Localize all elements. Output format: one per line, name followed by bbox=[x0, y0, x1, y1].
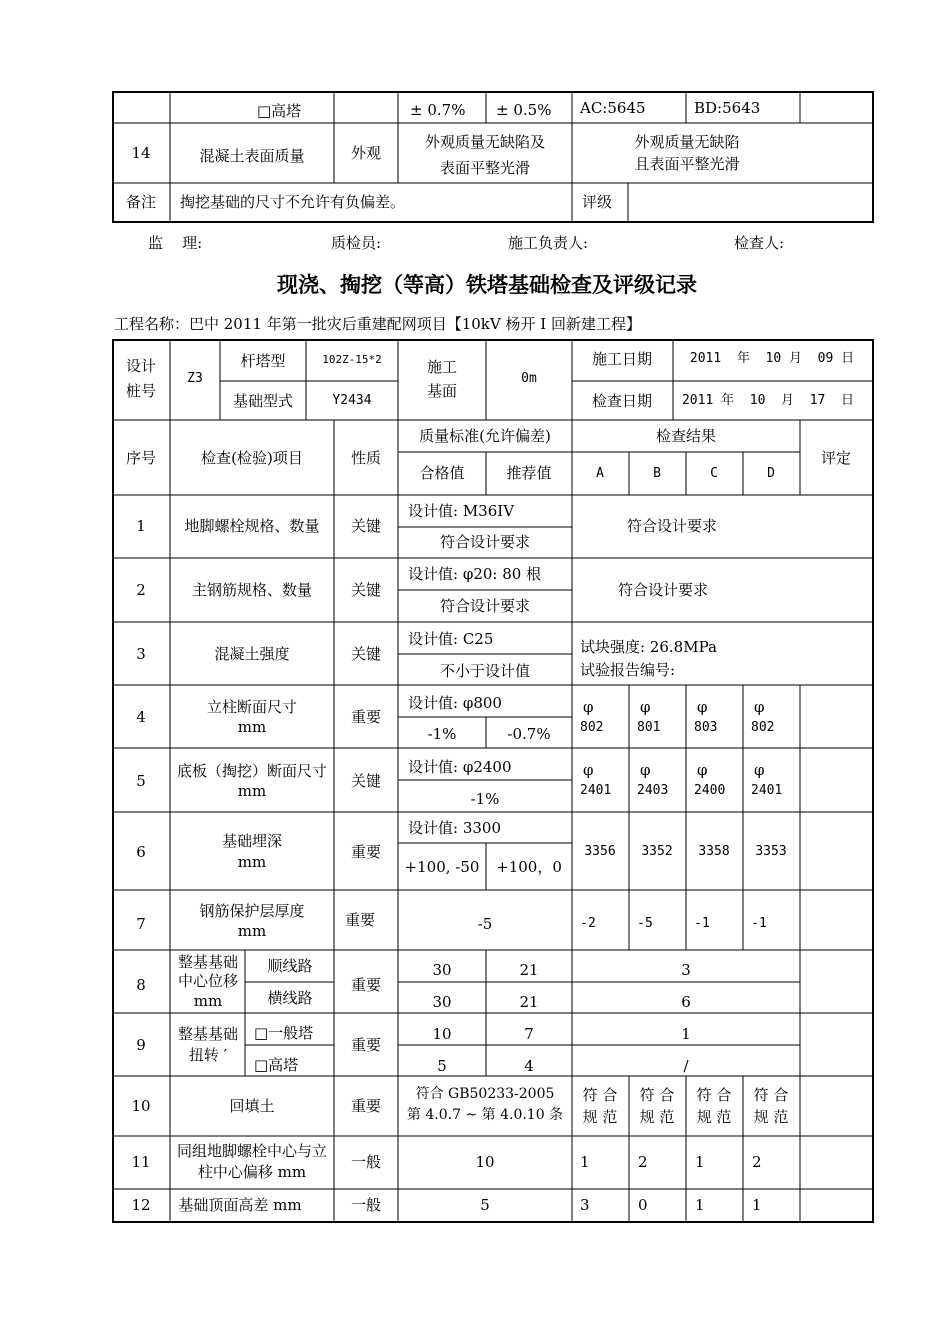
row-std: 5 bbox=[480, 1196, 490, 1214]
phi-symbol: φ bbox=[640, 698, 651, 716]
row-item: 基础埋深 bbox=[221, 832, 283, 850]
sub-along-line: 顺线路 bbox=[267, 957, 313, 975]
result-d: 符 合 bbox=[753, 1086, 789, 1104]
row-std: 符合设计要求 bbox=[439, 533, 531, 551]
row-std: -1% bbox=[470, 790, 500, 808]
phi-symbol: φ bbox=[640, 761, 651, 779]
row-design: 设计值: φ20: 80 根 bbox=[408, 565, 542, 583]
row-no: 1 bbox=[136, 517, 146, 535]
tower-high-label: □高塔 bbox=[257, 102, 302, 120]
row-prop: 一般 bbox=[350, 1196, 382, 1214]
row-design: 设计值: M36IV bbox=[408, 502, 515, 520]
row-no: 5 bbox=[136, 772, 146, 790]
row-prop: 一般 bbox=[350, 1153, 382, 1171]
result-b: 801 bbox=[637, 720, 661, 735]
row-item: 混凝土强度 bbox=[214, 645, 290, 663]
col-prop: 性质 bbox=[350, 449, 382, 467]
row-no: 7 bbox=[136, 915, 146, 933]
result-b: 规 范 bbox=[639, 1108, 675, 1126]
result-c: 1 bbox=[695, 1196, 705, 1214]
tolerance-recommended: ± 0.5% bbox=[496, 101, 552, 119]
row-item: 整基基础 bbox=[177, 1025, 239, 1043]
row-result: 3 bbox=[681, 961, 691, 979]
result-d: 2 bbox=[752, 1153, 762, 1171]
result-b: 符 合 bbox=[639, 1086, 675, 1104]
row-item-unit: mm bbox=[193, 992, 223, 1010]
result-b: -5 bbox=[637, 916, 653, 931]
result-b: 2403 bbox=[637, 783, 669, 798]
result-c: 1 bbox=[695, 1153, 705, 1171]
phi-symbol: φ bbox=[754, 698, 765, 716]
col-a: A bbox=[596, 466, 604, 481]
row-design: 设计值: φ2400 bbox=[408, 758, 512, 776]
remark-label: 备注 bbox=[125, 193, 157, 211]
construction-base-label-2: 基面 bbox=[426, 382, 458, 400]
row-no: 8 bbox=[136, 976, 146, 994]
result-c: 规 范 bbox=[696, 1108, 732, 1126]
row-item: 同组地脚螺栓中心与立 bbox=[176, 1142, 328, 1160]
pile-number: Z3 bbox=[187, 371, 203, 386]
row-prop: 重要 bbox=[350, 976, 382, 994]
row-item: 地脚螺栓规格、数量 bbox=[184, 517, 320, 535]
row-prop: 重要 bbox=[350, 1097, 382, 1115]
row-item: 回填土 bbox=[229, 1097, 275, 1115]
col-c: C bbox=[710, 466, 718, 481]
row-result: 符合设计要求 bbox=[617, 581, 709, 599]
row-item: 底板（掏挖）断面尺寸 bbox=[176, 762, 328, 780]
foundation-type: Y2434 bbox=[332, 393, 372, 408]
row-item: 主钢筋规格、数量 bbox=[191, 581, 313, 599]
row-design: 设计值: φ800 bbox=[408, 694, 502, 712]
result-c: 3358 bbox=[698, 844, 730, 859]
row14-res-2: 且表面平整光滑 bbox=[634, 155, 740, 173]
row-recommended: 21 bbox=[519, 961, 539, 979]
result-b: 3352 bbox=[641, 844, 673, 859]
col-recommended: 推荐值 bbox=[506, 464, 552, 482]
result-b: 0 bbox=[638, 1196, 648, 1214]
row-no: 2 bbox=[136, 581, 146, 599]
col-qualified: 合格值 bbox=[419, 464, 465, 482]
row-std: 第 4.0.7 ~ 第 4.0.10 条 bbox=[406, 1107, 564, 1123]
col-b: B bbox=[653, 466, 661, 481]
bd-value: BD:5643 bbox=[694, 99, 761, 117]
row-prop: 重要 bbox=[350, 708, 382, 726]
row-result-strength: 试块强度: 26.8MPa bbox=[580, 638, 717, 656]
row-prop: 重要 bbox=[350, 1036, 382, 1054]
col-d: D bbox=[767, 466, 775, 481]
sub-cross-line: 横线路 bbox=[267, 989, 313, 1007]
row-recommended: +100，0 bbox=[496, 858, 562, 876]
row-qualified: 5 bbox=[437, 1057, 447, 1075]
construction-base-label-1: 施工 bbox=[426, 358, 458, 376]
row-no: 12 bbox=[131, 1196, 151, 1214]
row-prop: 关键 bbox=[350, 581, 382, 599]
row-result: 6 bbox=[681, 993, 691, 1011]
row-item: 整基基础 bbox=[177, 953, 239, 971]
row-recommended: 4 bbox=[524, 1057, 534, 1075]
result-d: -1 bbox=[751, 916, 767, 931]
col-item: 检查(检验)项目 bbox=[201, 449, 303, 467]
remark-text: 掏挖基础的尺寸不允许有负偏差。 bbox=[180, 193, 406, 211]
row14-item: 混凝土表面质量 bbox=[199, 147, 305, 165]
grade-label: 评级 bbox=[582, 193, 613, 211]
row-no: 3 bbox=[136, 645, 146, 663]
row-no: 6 bbox=[136, 843, 146, 861]
phi-symbol: φ bbox=[583, 761, 594, 779]
sig-construction: 施工负责人: bbox=[508, 234, 589, 252]
row-qualified: -1% bbox=[427, 725, 457, 743]
design-pile-label-2: 桩号 bbox=[125, 382, 157, 400]
row-recommended: -0.7% bbox=[507, 725, 551, 743]
row-qualified: 10 bbox=[432, 1025, 452, 1043]
col-no: 序号 bbox=[125, 449, 157, 467]
sub-high-tower: □高塔 bbox=[254, 1056, 299, 1074]
construction-date-label: 施工日期 bbox=[591, 350, 653, 368]
inspection-date-label: 检查日期 bbox=[591, 392, 653, 410]
result-c: -1 bbox=[694, 916, 710, 931]
row-item-unit: mm bbox=[237, 922, 267, 940]
row-std: 符合设计要求 bbox=[439, 597, 531, 615]
row-qualified: +100, -50 bbox=[404, 858, 480, 876]
row-item: 柱中心偏移 mm bbox=[197, 1163, 307, 1181]
row-design: 设计值: C25 bbox=[408, 630, 494, 648]
result-b: 2 bbox=[638, 1153, 648, 1171]
result-a: 2401 bbox=[580, 783, 612, 798]
tolerance-qualified: ± 0.7% bbox=[410, 101, 466, 119]
row-item: 钢筋保护层厚度 bbox=[199, 902, 305, 920]
row-result: / bbox=[683, 1057, 689, 1075]
result-a: 3356 bbox=[584, 844, 616, 859]
base-value: 0m bbox=[521, 371, 537, 386]
inspection-date: 2011 年 10 月 17 日 bbox=[681, 393, 855, 408]
row14-std-1: 外观质量无缺陷及 bbox=[424, 133, 546, 151]
row-item-unit: mm bbox=[237, 782, 267, 800]
col-result: 检查结果 bbox=[655, 427, 717, 445]
result-a: 1 bbox=[580, 1153, 590, 1171]
result-a: 规 范 bbox=[582, 1108, 618, 1126]
row-result-report: 试验报告编号: bbox=[580, 661, 676, 679]
phi-symbol: φ bbox=[754, 761, 765, 779]
row-prop: 关键 bbox=[350, 772, 382, 790]
phi-symbol: φ bbox=[697, 698, 708, 716]
result-a: -2 bbox=[580, 916, 596, 931]
ac-value: AC:5645 bbox=[580, 99, 646, 117]
row-recommended: 7 bbox=[524, 1025, 534, 1043]
row-item: 中心位移 bbox=[177, 972, 239, 990]
row-no: 10 bbox=[131, 1097, 151, 1115]
result-d: 规 范 bbox=[753, 1108, 789, 1126]
row-no: 11 bbox=[131, 1153, 151, 1171]
row-qualified: 30 bbox=[432, 961, 452, 979]
result-d: 802 bbox=[751, 720, 775, 735]
row-std: 符合 GB50233-2005 bbox=[415, 1086, 555, 1102]
sub-general-tower: □一般塔 bbox=[254, 1024, 314, 1042]
row-result: 1 bbox=[681, 1025, 691, 1043]
row-item: 基础顶面高差 mm bbox=[178, 1196, 302, 1214]
result-a: 3 bbox=[580, 1196, 590, 1214]
result-a: 802 bbox=[580, 720, 604, 735]
tower-type-label: 杆塔型 bbox=[240, 352, 286, 370]
foundation-type-label: 基础型式 bbox=[232, 392, 294, 410]
result-d: 3353 bbox=[755, 844, 787, 859]
row-prop: 关键 bbox=[350, 517, 382, 535]
row-item-unit: mm bbox=[237, 853, 267, 871]
result-d: 2401 bbox=[751, 783, 783, 798]
page-title: 现浇、掏挖（等高）铁塔基础检查及评级记录 bbox=[277, 273, 697, 297]
row-prop: 重要 bbox=[350, 843, 382, 861]
row-prop: 重要 bbox=[344, 911, 376, 929]
col-standard: 质量标准(允许偏差) bbox=[419, 427, 551, 445]
sig-quality: 质检员: bbox=[331, 234, 382, 252]
phi-symbol: φ bbox=[697, 761, 708, 779]
result-d: 1 bbox=[752, 1196, 762, 1214]
result-c: 符 合 bbox=[696, 1086, 732, 1104]
result-c: 803 bbox=[694, 720, 718, 735]
row14-std-2: 表面平整光滑 bbox=[439, 159, 531, 177]
tower-type: 102Z-15*2 bbox=[322, 353, 382, 366]
row-std: 10 bbox=[475, 1153, 495, 1171]
row-no: 4 bbox=[136, 708, 146, 726]
row-std: 不小于设计值 bbox=[439, 662, 531, 680]
row-item-unit: mm bbox=[237, 718, 267, 736]
row14-res-1: 外观质量无缺陷 bbox=[634, 133, 740, 151]
row-item: 扭转 ′ bbox=[188, 1046, 228, 1064]
row-recommended: 21 bbox=[519, 993, 539, 1011]
design-pile-label-1: 设计 bbox=[125, 357, 157, 375]
result-a: 符 合 bbox=[582, 1086, 618, 1104]
row14-prop: 外观 bbox=[350, 144, 382, 162]
row-prop: 关键 bbox=[350, 645, 382, 663]
sig-inspector: 检查人: bbox=[734, 234, 785, 252]
phi-symbol: φ bbox=[583, 698, 594, 716]
row-item: 立柱断面尺寸 bbox=[206, 698, 298, 716]
result-c: 2400 bbox=[694, 783, 726, 798]
row-result: 符合设计要求 bbox=[626, 517, 718, 535]
row14-no: 14 bbox=[131, 144, 151, 162]
construction-date: 2011 年 10 月 09 日 bbox=[689, 351, 855, 366]
col-rating: 评定 bbox=[820, 449, 852, 467]
row-std: -5 bbox=[477, 915, 493, 933]
project-name: 工程名称：巴中 2011 年第一批灾后重建配网项目【10kV 杨开 I 回新建工程】 bbox=[114, 315, 641, 333]
row-no: 9 bbox=[136, 1036, 146, 1054]
row-design: 设计值: 3300 bbox=[408, 819, 501, 837]
row-qualified: 30 bbox=[432, 993, 452, 1011]
sig-supervisor: 监 理: bbox=[148, 234, 203, 252]
